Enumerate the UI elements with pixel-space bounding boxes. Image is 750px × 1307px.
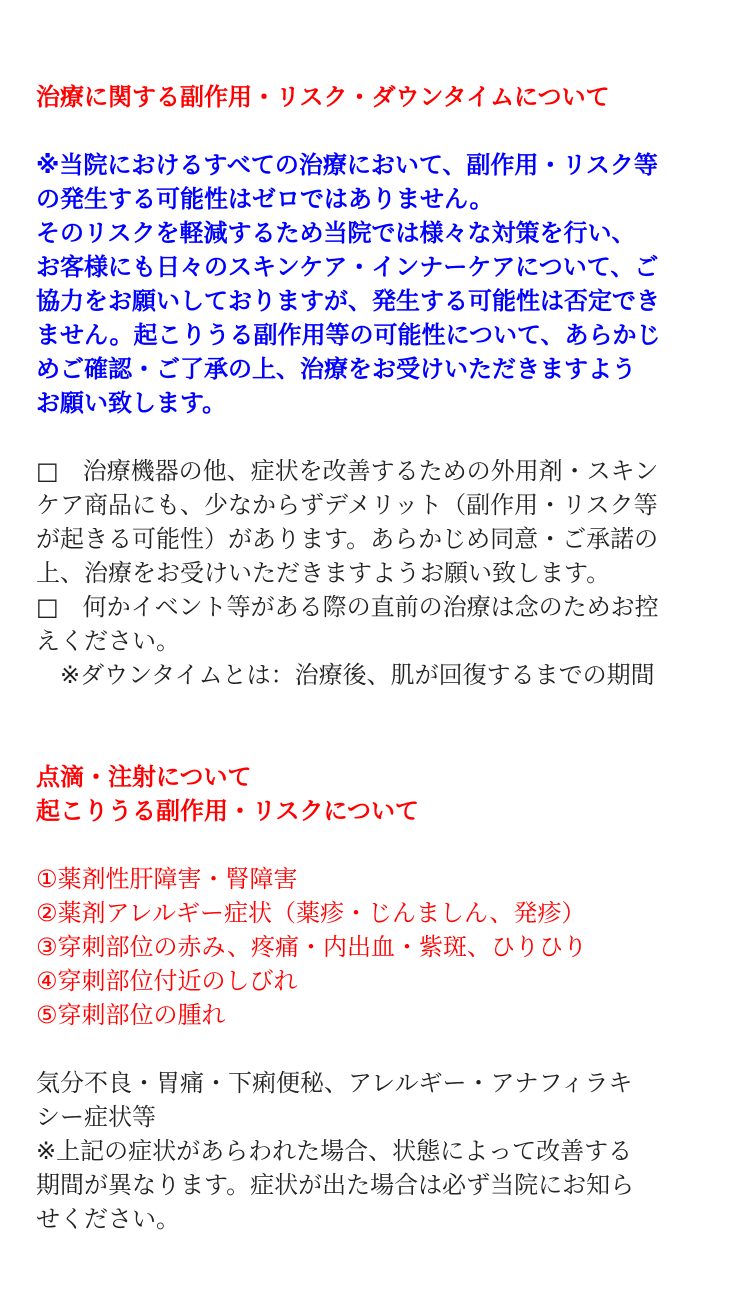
section-heading: 点滴・注射について xyxy=(36,763,252,791)
section-subheading: 起こりうる副作用・リスクについて xyxy=(36,797,420,825)
notice-line: そのリスクを軽減するため当院では様々な対策を行い、 xyxy=(36,219,636,247)
footer-line: シー症状等 xyxy=(36,1103,156,1131)
footer-line: ※上記の症状があらわれた場合、状態によって改善する xyxy=(36,1137,633,1165)
notice-line: の発生する可能性はゼロではありません。 xyxy=(36,185,494,213)
body-line: □ 何かイベント等がある際の直前の治療は念のためお控 xyxy=(36,593,659,621)
notice-line: めご確認・ご了承の上、治療をお受けいただきますよう xyxy=(36,355,636,383)
section-side-effects xyxy=(36,80,716,692)
body-line: □ 治療機器の他、症状を改善するための外用剤・スキン xyxy=(36,457,659,485)
notice-line: ません。起こりうる副作用等の可能性について、あらかじ xyxy=(36,321,661,349)
risk-item: ③穿刺部位の赤み、疼痛・内出血・紫斑、ひりひり xyxy=(36,933,587,961)
body-line: が起きる可能性）があります。あらかじめ同意・ご承諾の xyxy=(36,525,659,553)
risk-list xyxy=(36,862,716,1032)
notice-line: 協力をお願いしておりますが、発生する可能性は否定でき xyxy=(36,287,660,315)
document-body xyxy=(36,80,716,1236)
body-paragraph xyxy=(36,454,716,692)
risk-item: ①薬剤性肝障害・腎障害 xyxy=(36,865,298,893)
section-heading: 治療に関する副作用・リスク・ダウンタイムについて xyxy=(36,83,610,111)
footer-line: せください。 xyxy=(36,1205,180,1233)
notice-paragraph xyxy=(36,148,716,420)
risk-item: ④穿刺部位付近のしびれ xyxy=(36,967,298,995)
body-line: えください。 xyxy=(36,627,180,655)
notice-line: お客様にも日々のスキンケア・インナーケアについて、ご xyxy=(36,253,659,281)
notice-line: お願い致します。 xyxy=(36,389,227,417)
footer-line: 気分不良・胃痛・下痢便秘、アレルギー・アナフィラキ xyxy=(36,1069,633,1097)
body-line: ケア商品にも、少なからずデメリット（副作用・リスク等 xyxy=(36,491,658,519)
notice-line: ※当院におけるすべての治療において、副作用・リスク等 xyxy=(36,151,658,179)
body-line: 上、治療をお受けいただきますようお願い致します。 xyxy=(36,559,611,587)
footer-line: 期間が異なります。症状が出た場合は必ず当院にお知ら xyxy=(36,1171,635,1199)
risk-item: ②薬剤アレルギー症状（薬疹・じんましん、発疹） xyxy=(36,899,586,927)
risk-item: ⑤穿刺部位の腫れ xyxy=(36,1001,226,1029)
downtime-note: ※ダウンタイムとは：治療後、肌が回復するまでの期間 xyxy=(36,661,655,689)
footer-paragraph xyxy=(36,1066,716,1236)
section-drip-injection xyxy=(36,760,716,1236)
